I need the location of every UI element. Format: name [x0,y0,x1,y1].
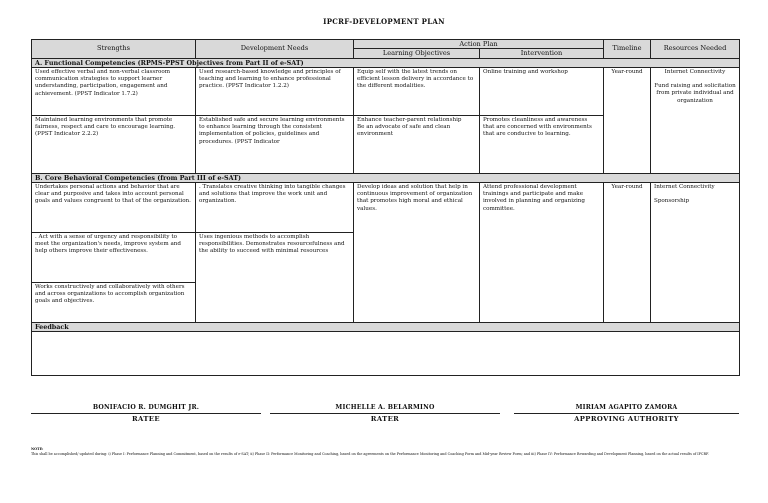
intervention-cell: Online training and workshop [480,68,604,116]
resource-item: Internet Connectivity [654,184,715,190]
feedback-body-row [32,332,740,376]
learning-objective-cell: Develop ideas and solution that help in continuous improvement of organization that promotes high moral and ethical values. [354,183,480,323]
development-need-cell: Used research-based knowledge and principles of teaching and learning to enhance professional practice. (PPST Indicator 1.2.2) [196,68,354,116]
signatory-ratee [31,404,261,423]
resources-needed-header: Resources Needed [651,40,740,59]
timeline-cell: Year-round [604,68,651,174]
learning-objectives-header: Learning Objectives [354,49,480,59]
learning-objective-cell [354,116,480,174]
section-b-row [32,174,740,183]
strength-cell: Undertakes personal actions and behavior that are clear and purposive and takes into account personal goals and values congruent to that of the organization. [32,183,196,233]
learning-objective-cell: Equip self with the latest trends on efficient lesson delivery in accordance to the different modalities. [354,68,480,116]
signatory-role: RATER [370,415,400,423]
signatory-name: MICHELLE A. BELARMINO [335,404,435,411]
strength-cell: Works constructively and collaboratively with others and across organizations to accomplish organization goals and objectives. [32,283,196,323]
strength-cell: Used effective verbal and non-verbal classroom communication strategies to support learner understanding, participation, engagement and achievement. (PPST Indicator 1.7.2) [32,68,196,116]
intervention-cell: Attend professional development trainings and participate and make involved in planning and organizing committee. [480,183,604,323]
header-row [32,40,740,49]
signatory-role: RATEE [132,415,160,423]
intervention-cell: Promotes cleanliness and awareness that are concerned with environments that are conducive to learning. [480,116,604,174]
resource-item: Internet Connectivity [664,69,726,75]
resource-item: Sponsorship [654,198,690,205]
signatory-name: MIRIAM AGAPITO ZAMORA [575,404,678,411]
resources-cell [651,68,740,174]
development-need-cell: . Translates creative thinking into tangible changes and solutions that improve the work unit and organization. [196,183,354,233]
resource-item: Fund raising and solicitation from private individual and organization [654,83,736,104]
note-label: NOTE: [31,447,44,451]
section-b-title: B. Core Behavioral Competencies (from Part III of e-SAT) [32,174,740,183]
feedback-label: Feedback [32,323,740,332]
timeline-header: Timeline [604,40,651,59]
section-a-title: A. Functional Competencies (RPMS-PPST Objectives from Part II of e-SAT) [32,59,740,68]
intervention-header: Intervention [480,49,604,59]
action-plan-header: Action Plan [354,40,604,49]
note-text: This shall be accomplished/ updated during: i) Phase I: Performance Planning and Commitment, based on the results of e-SAT; ii) Phase II: Performance Monitoring and Coaching, based on the agreements on the Performance Monitoring and Coaching Form and Mid-year Review Form; and iii) Phase IV: Performance Rewarding and Development Planning, based on the actual results of IPCRF. [31,451,709,456]
signatory-name: BONIFACIO R. DUMGHIT JR. [92,404,200,411]
note-section [31,447,739,456]
strength-cell: . Act with a sense of urgency and responsibility to meet the organization's needs, improve system and help others improve their effectiveness. [32,233,196,283]
development-plan-table [31,39,740,376]
resources-cell [651,183,740,323]
feedback-row [32,323,740,332]
learning-objective-line: Enhance teacher-parent relationship [357,117,462,123]
signatory-approving-authority [514,404,739,423]
section-a-row-1 [32,68,740,116]
strengths-header: Strengths [32,40,196,59]
development-need-cell: Uses ingenious methods to accomplish responsibilities. Demonstrates resourcefulness and the ability to succeed with minimal resources [196,233,354,323]
section-b-row-1 [32,183,740,233]
signatory-role: APPROVING AUTHORITY [574,415,679,423]
strength-cell: Maintained learning environments that promote fairness, respect and care to encourage learning. (PPST Indicator 2.2.2) [32,116,196,174]
development-needs-header: Development Needs [196,40,354,59]
section-a-row [32,59,740,68]
timeline-cell: Year-round [604,183,651,323]
development-need-cell: Established safe and secure learning environments to enhance learning through the consistent implementation of policies, guidelines and procedures. (PPST Indicator [196,116,354,174]
signatory-rater [270,404,500,423]
page-title: IPCRF-DEVELOPMENT PLAN [323,17,445,26]
feedback-area [32,332,740,376]
learning-objective-line: Be an advocate of safe and clean environment [357,124,451,138]
